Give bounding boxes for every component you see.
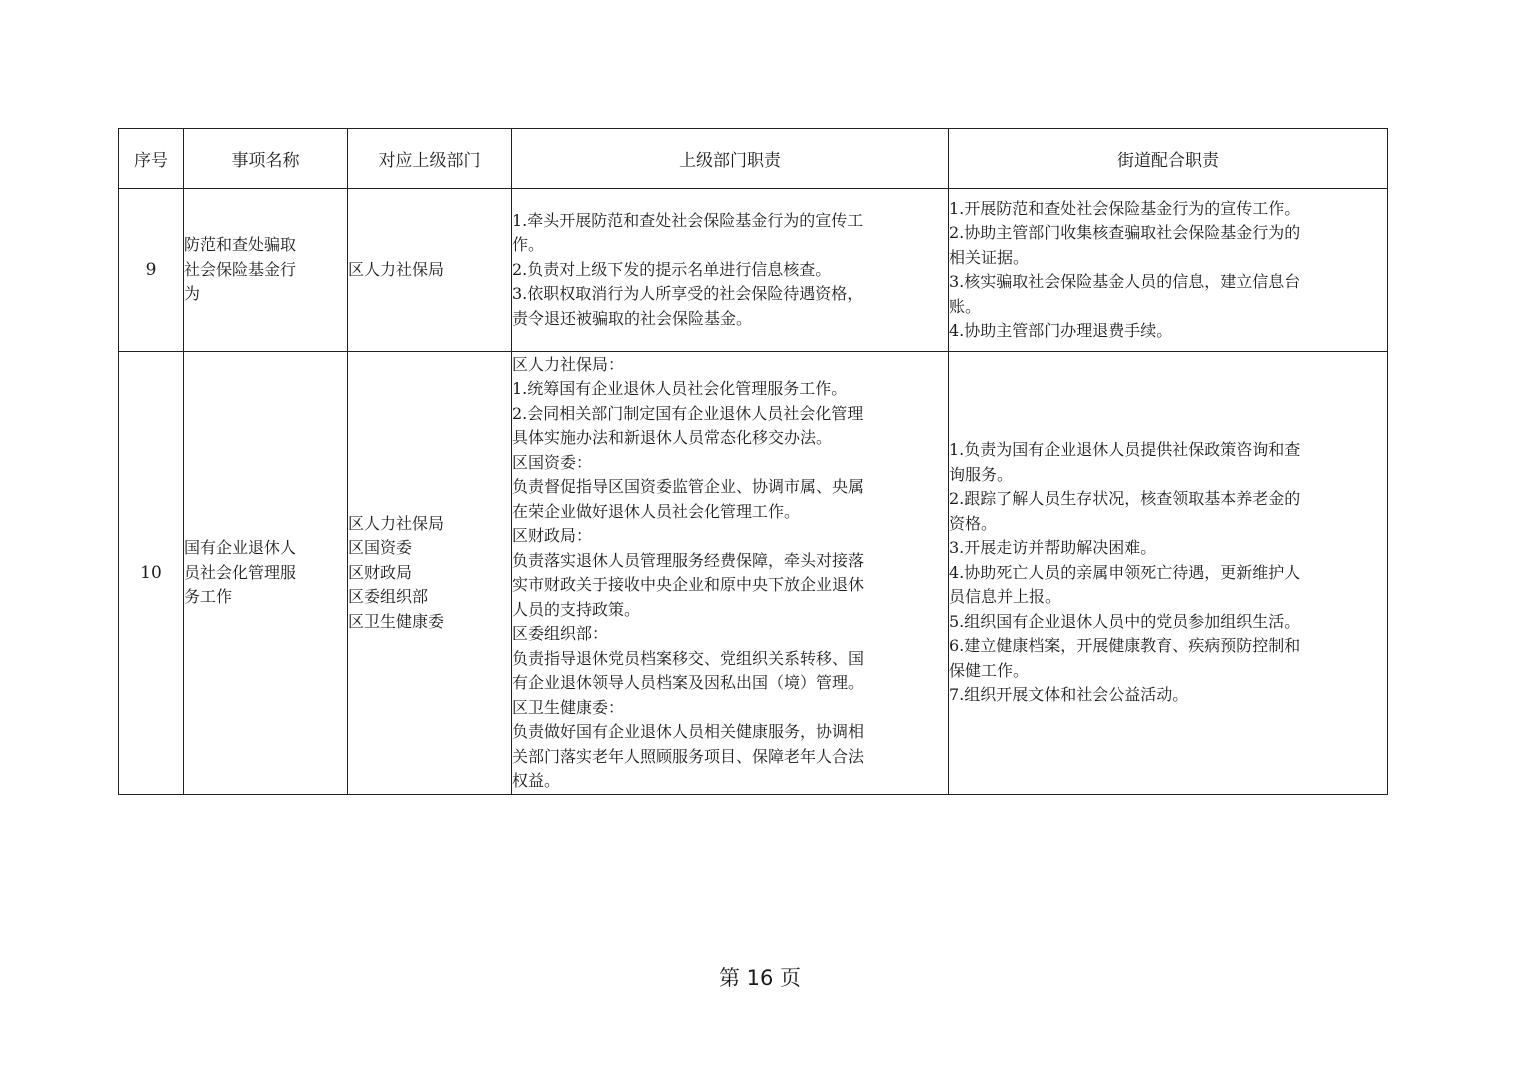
cell-text-line: 保健工作。 bbox=[949, 660, 1030, 680]
cell-text-line: 3.核实骗取社会保险基金人员的信息，建立信息台 bbox=[949, 272, 1301, 291]
cell-text-line: 1.负责为国有企业退休人员提供社保政策咨询和查 bbox=[949, 440, 1301, 460]
cell-text-line: 区财政局： bbox=[512, 526, 593, 545]
department-cell bbox=[348, 352, 512, 795]
table-header-row bbox=[119, 129, 1388, 189]
cell-text-line: 社会保险基金行 bbox=[184, 259, 297, 279]
table-row bbox=[119, 189, 1388, 352]
cell-text-line: 7.组织开展文体和社会公益活动。 bbox=[949, 685, 1189, 705]
cell-text-line: 1.开展防范和查处社会保险基金行为的宣传工作。 bbox=[949, 198, 1301, 218]
cell-text-line: 区人力社保局 bbox=[348, 513, 445, 533]
cell-text-line: 区国资委： bbox=[512, 452, 593, 472]
cell-text-line: 负责做好国有企业退休人员相关健康服务，协调相 bbox=[512, 722, 865, 741]
cell-text-line: 员社会化管理服 bbox=[184, 562, 297, 582]
cell-text-line: 人员的支持政策。 bbox=[512, 599, 641, 619]
cell-text-line: 有企业退休领导人员档案及因私出国（境）管理。 bbox=[512, 673, 865, 692]
duty-table bbox=[118, 128, 1388, 795]
cell-text-line: 务工作 bbox=[184, 587, 233, 607]
department-cell bbox=[348, 189, 512, 352]
superior-duty-cell bbox=[512, 352, 949, 795]
row-index: 9 bbox=[119, 189, 184, 352]
cell-text-line: 实市财政关于接收中央企业和原中央下放企业退休 bbox=[512, 575, 865, 594]
page-number: 第 16 页 bbox=[718, 966, 802, 990]
cell-text-line: 2.协助主管部门收集核查骗取社会保险基金行为的 bbox=[949, 223, 1301, 242]
cell-text-line: 4.协助死亡人员的亲属申领死亡待遇，更新维护人 bbox=[949, 562, 1301, 582]
cell-text-line: 国有企业退休人 bbox=[184, 538, 297, 558]
cell-text-line: 负责落实退休人员管理服务经费保障，牵头对接落 bbox=[512, 550, 865, 570]
cell-text-line: 防范和查处骗取 bbox=[184, 235, 297, 255]
cell-text-line: 区委组织部： bbox=[512, 624, 609, 643]
cell-text-line: 在荣企业做好退休人员社会化管理工作。 bbox=[512, 501, 801, 521]
cell-text-line: 3.依职权取消行为人所享受的社会保险待遇资格， bbox=[512, 284, 864, 304]
item-name-cell bbox=[184, 189, 348, 352]
cell-text-line: 资格。 bbox=[949, 513, 998, 533]
cell-text-line: 1.牵头开展防范和查处社会保险基金行为的宣传工 bbox=[512, 210, 864, 230]
cell-text-line: 4.协助主管部门办理退费手续。 bbox=[949, 321, 1173, 340]
cell-text-line: 2.会同相关部门制定国有企业退休人员社会化管理 bbox=[512, 403, 864, 423]
table-row bbox=[119, 352, 1388, 795]
header-street-duty: 街道配合职责 bbox=[949, 129, 1388, 189]
row-index: 10 bbox=[119, 352, 184, 795]
cell-text-line: 为 bbox=[184, 284, 201, 304]
cell-text-line: 区财政局 bbox=[348, 562, 413, 582]
cell-text-line: 负责督促指导区国资委监管企业、协调市属、央属 bbox=[512, 477, 865, 496]
cell-text-line: 6.建立健康档案，开展健康教育、疾病预防控制和 bbox=[949, 636, 1301, 656]
header-department: 对应上级部门 bbox=[348, 129, 512, 189]
cell-text-line: 关部门落实老年人照顾服务项目、保障老年人合法 bbox=[512, 746, 865, 766]
cell-text-line: 负责指导退休党员档案移交、党组织关系转移、国 bbox=[512, 648, 865, 668]
cell-text-line: 区国资委 bbox=[348, 538, 413, 558]
cell-text-line: 3.开展走访并帮助解决困难。 bbox=[949, 538, 1157, 558]
header-index: 序号 bbox=[119, 129, 184, 189]
item-name-cell bbox=[184, 352, 348, 795]
cell-text-line: 1.统筹国有企业退休人员社会化管理服务工作。 bbox=[512, 379, 848, 398]
header-item-name: 事项名称 bbox=[184, 129, 348, 189]
cell-text-line: 区人力社保局： bbox=[512, 354, 625, 374]
cell-text-line: 5.组织国有企业退休人员中的党员参加组织生活。 bbox=[949, 611, 1301, 631]
superior-duty-cell bbox=[512, 189, 949, 352]
cell-text-line: 权益。 bbox=[512, 771, 561, 790]
cell-text-line: 区人力社保局 bbox=[348, 259, 445, 279]
cell-text-line: 区卫生健康委 bbox=[348, 611, 445, 631]
cell-text-line: 询服务。 bbox=[949, 464, 1014, 484]
cell-text-line: 2.负责对上级下发的提示名单进行信息核查。 bbox=[512, 259, 832, 279]
cell-text-line: 具体实施办法和新退休人员常态化移交办法。 bbox=[512, 428, 833, 447]
cell-text-line: 责令退还被骗取的社会保险基金。 bbox=[512, 308, 753, 328]
cell-text-line: 区委组织部 bbox=[348, 587, 429, 607]
cell-text-line: 员信息并上报。 bbox=[949, 587, 1062, 607]
header-superior-duty: 上级部门职责 bbox=[512, 129, 949, 189]
cell-text-line: 2.跟踪了解人员生存状况，核查领取基本养老金的 bbox=[949, 489, 1301, 509]
street-duty-cell bbox=[949, 352, 1388, 795]
cell-text-line: 相关证据。 bbox=[949, 247, 1030, 267]
street-duty-cell bbox=[949, 189, 1388, 352]
cell-text-line: 账。 bbox=[949, 296, 982, 316]
cell-text-line: 区卫生健康委： bbox=[512, 697, 625, 717]
cell-text-line: 作。 bbox=[512, 235, 545, 255]
